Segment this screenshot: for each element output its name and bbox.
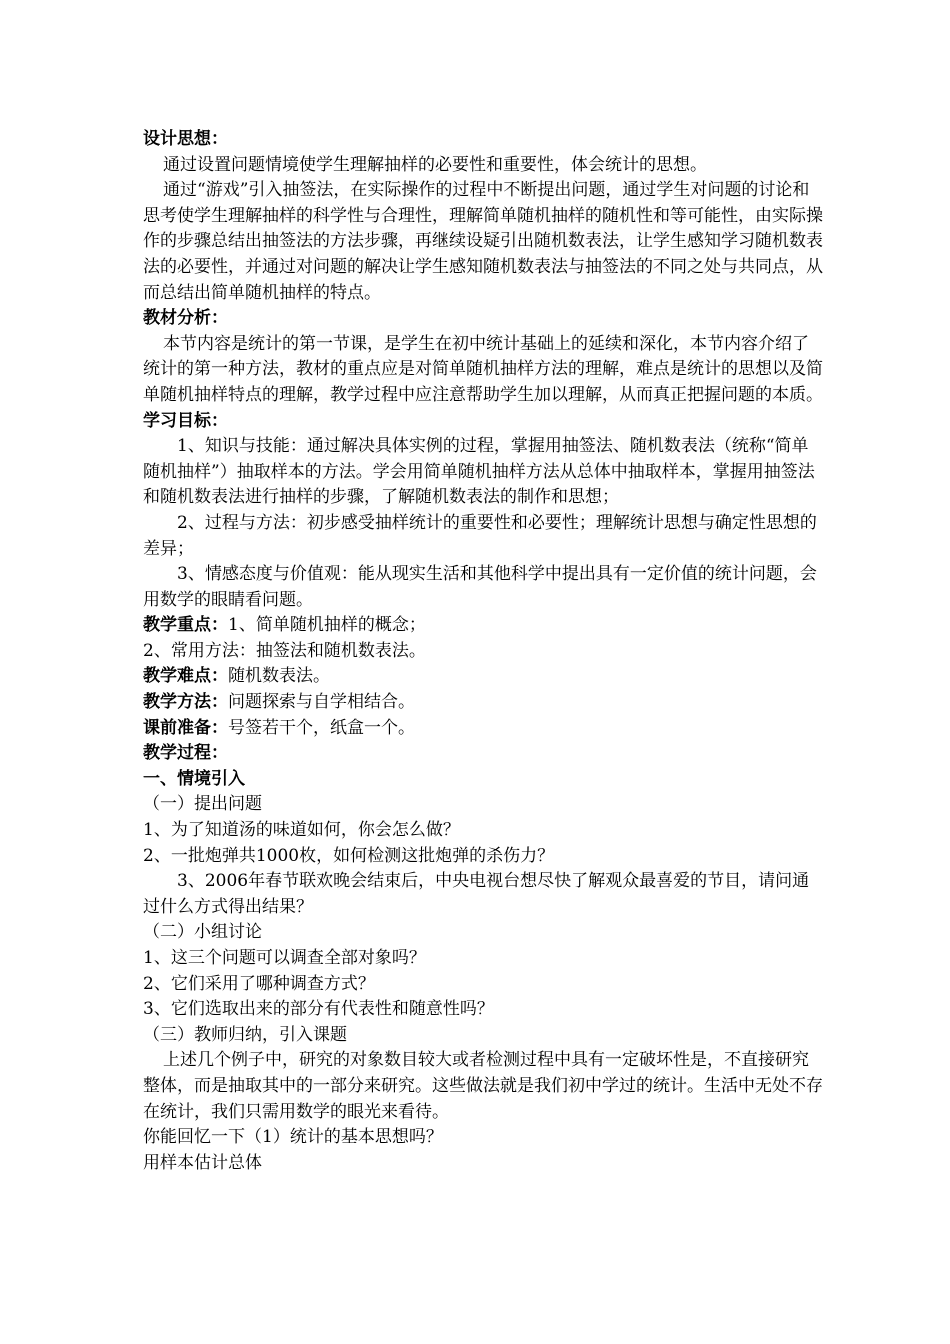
analysis-paragraph: 本节内容是统计的第一节课，是学生在初中统计基础上的延续和深化，本节内容介绍了统计的第一种方法，教材的重点应是对简单随机抽样方法的理解，难点是统计的思想以及简单随机抽样特点的理解，教学过程中应注意帮助学生加以理解，从而真正把握问题的本质。 (143, 333, 823, 405)
difficulty-text: 随机数表法。 (228, 666, 330, 687)
prep-text: 号签若干个，纸盒一个。 (228, 717, 415, 738)
method-row (143, 690, 823, 716)
sub1-title: （一）提出问题 (143, 794, 262, 815)
sub3-answer: 用样本估计总体 (143, 1152, 262, 1173)
sub3-question: 你能回忆一下（1）统计的基本思想吗？ (143, 1127, 443, 1148)
goal-1: 1、知识与技能：通过解决具体实例的过程，掌握用抽签法、随机数表法（统称“简单随机抽样”）抽取样本的方法。学会用简单随机抽样方法从总体中抽取样本，掌握用抽签法和随机数表法进行抽样的步骤，了解随机数表法的制作和思想； (143, 436, 815, 508)
design-heading: 设计思想： (143, 129, 228, 149)
sub2-title: （二）小组讨论 (143, 922, 262, 943)
sub3-paragraph-1: 上述几个例子中，研究的对象数目较大或者检测过程中具有一定破坏性是，不直接研究整体，而是抽取其中的一部分来研究。这些做法就是我们初中学过的统计。生活中无处不存在统计，我们只需用数学的眼光来看待。 (143, 1050, 823, 1122)
sub2-question-1: 1、这三个问题可以调查全部对象吗？ (143, 948, 426, 968)
analysis-heading: 教材分析： (143, 308, 228, 329)
sub1-question-3: 3、2006年春节联欢晚会结束后，中央电视台想尽快了解观众最喜爱的节目，请问通过什么方式得出结果？ (143, 871, 810, 917)
sub2-question-3: 3、它们选取出来的部分有代表性和随意性吗？ (143, 999, 494, 1020)
method-heading: 教学方法： (143, 692, 228, 713)
sub1-question-2: 2、一批炮弹共1000枚，如何检测这批炮弹的杀伤力？ (143, 845, 555, 866)
design-paragraph-2: 通过“游戏”引入抽签法，在实际操作的过程中不断提出问题，通过学生对问题的讨论和思考使学生理解抽样的科学性与合理性，理解简单随机抽样的随机性和等可能性，由实际操作的步骤总结出抽签法的方法步骤，再继续设疑引出随机数表法，让学生感知学习随机数表法的必要性，并通过对问题的解决让学生感知随机数表法与抽签法的不同之处与共同点，从而总结出简单随机抽样的特点。 (143, 180, 823, 303)
key-item-2: 2、常用方法：抽签法和随机数表法。 (143, 640, 426, 661)
key-heading: 教学重点： (143, 615, 228, 636)
difficulty-row (143, 664, 823, 690)
key-points (143, 613, 823, 639)
process-heading: 教学过程： (143, 743, 228, 764)
goal-3: 3、情感态度与价值观：能从现实生活和其他科学中提出具有一定价值的统计问题，会用数学的眼睛看问题。 (143, 564, 817, 610)
sub1-question-1: 1、为了知道汤的味道如何，你会怎么做？ (143, 820, 460, 841)
design-paragraph-1: 通过设置问题情境使学生理解抽样的必要性和重要性，体会统计的思想。 (163, 154, 707, 175)
goals-heading: 学习目标： (143, 410, 228, 431)
section-1-heading: 一、情境引入 (143, 768, 245, 789)
goal-2: 2、过程与方法：初步感受抽样统计的重要性和必要性；理解统计思想与确定性思想的差异； (143, 512, 817, 559)
sub3-title: （三）教师归纳，引入课题 (143, 1024, 347, 1045)
lesson-plan-body (143, 127, 823, 1176)
method-text: 问题探索与自学相结合。 (228, 692, 415, 713)
prep-row (143, 716, 823, 742)
prep-heading: 课前准备： (143, 717, 228, 738)
key-item-1: 1、简单随机抽样的概念； (228, 615, 426, 636)
difficulty-heading: 教学难点： (143, 666, 228, 687)
sub2-question-2: 2、它们采用了哪种调查方式？ (143, 973, 375, 994)
